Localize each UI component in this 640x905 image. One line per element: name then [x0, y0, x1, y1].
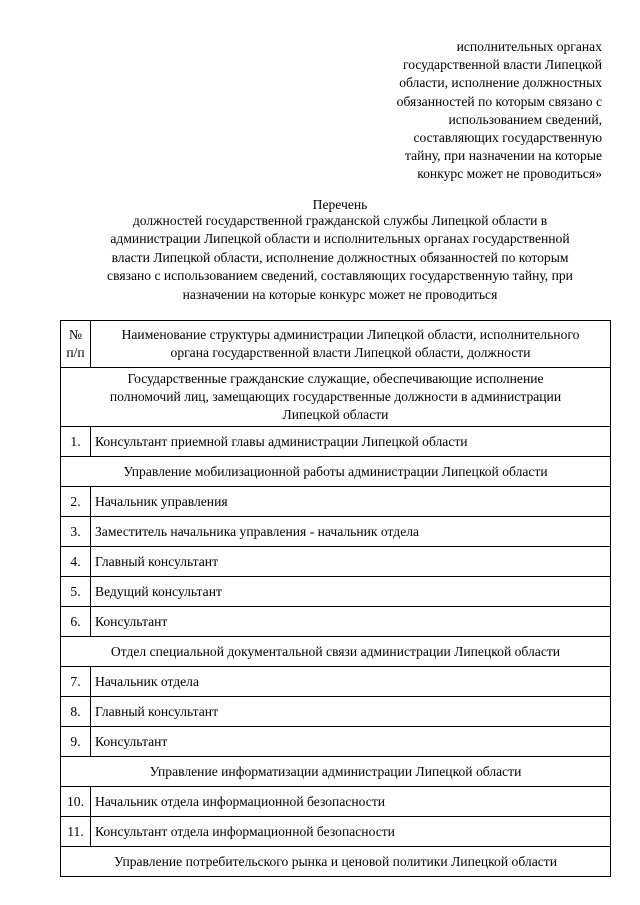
table-row: [61, 697, 611, 727]
section-cell: Отдел специальной документальной связи администрации Липецкой области: [61, 637, 611, 667]
table-row: [61, 427, 611, 457]
header-name-line2: органа государственной власти Липецкой области, должности: [170, 345, 531, 360]
section-cell: Управление информатизации администрации Липецкой области: [61, 757, 611, 787]
row-name: Консультант приемной главы администрации Липецкой области: [91, 427, 611, 457]
document-title: Перечень: [312, 197, 368, 212]
row-name: Консультант: [91, 727, 611, 757]
annex-note: [352, 38, 602, 184]
annex-line: исполнительных органах: [456, 39, 602, 54]
section-cell: Управление мобилизационной работы администрации Липецкой области: [61, 457, 611, 487]
table-row: [61, 607, 611, 637]
row-name: Консультант: [91, 607, 611, 637]
row-num: 5.: [61, 577, 91, 607]
annex-line: использованием сведений,: [448, 111, 602, 127]
row-num: 6.: [61, 607, 91, 637]
header-name-line1: Наименование структуры администрации Липецкой области, исполнительного: [121, 327, 580, 342]
header-num-line1: №: [69, 327, 82, 342]
table-row: [61, 517, 611, 547]
document-heading: [60, 212, 620, 304]
header-num-line2: п/п: [66, 345, 85, 360]
section-cell: Управление потребительского рынка и ценовой политики Липецкой области: [61, 847, 611, 877]
section-cell: Государственные гражданские служащие, обеспечивающие исполнение полномочий лиц, замещающих государственные должности в администрации Липецкой области: [61, 368, 611, 427]
row-num: 2.: [61, 487, 91, 517]
table-row: [61, 727, 611, 757]
table-row: [61, 487, 611, 517]
row-num: 7.: [61, 667, 91, 697]
header-num-cell: [61, 321, 91, 368]
row-num: 9.: [61, 727, 91, 757]
section-row: [61, 847, 611, 877]
row-name: Начальник отдела информационной безопасности: [91, 787, 611, 817]
row-name: Ведущий консультант: [91, 577, 611, 607]
section-row: [61, 457, 611, 487]
row-num: 8.: [61, 697, 91, 727]
section-row: [61, 637, 611, 667]
heading-line: власти Липецкой области, исполнение должностных обязанностей по которым: [111, 249, 569, 265]
header-name-cell: [91, 321, 611, 368]
table-row: [61, 667, 611, 697]
row-num: 10.: [61, 787, 91, 817]
positions-table: [60, 320, 611, 877]
row-num: 4.: [61, 547, 91, 577]
table-row: [61, 547, 611, 577]
row-num: 1.: [61, 427, 91, 457]
annex-line: области, исполнение должностных: [399, 75, 602, 91]
row-name: Консультант отдела информационной безопасности: [91, 817, 611, 847]
row-name: Начальник управления: [91, 487, 611, 517]
annex-line: тайну, при назначении на которые: [405, 148, 602, 164]
row-name: Главный консультант: [91, 547, 611, 577]
section-row: [61, 368, 611, 427]
annex-line: конкурс может не проводиться»: [417, 166, 602, 182]
section-row: [61, 757, 611, 787]
heading-line: связано с использованием сведений, составляющих государственную тайну, при: [107, 268, 573, 284]
row-name: Главный консультант: [91, 697, 611, 727]
annex-line: составляющих государственную: [413, 130, 602, 146]
row-num: 11.: [61, 817, 91, 847]
heading-line: должностей государственной гражданской службы Липецкой области в: [132, 213, 548, 228]
table-header-row: [61, 321, 611, 368]
annex-line: государственной власти Липецкой: [402, 57, 602, 73]
heading-line: администрации Липецкой области и исполнительных органах государственной: [110, 231, 570, 247]
row-name: Заместитель начальника управления - начальник отдела: [91, 517, 611, 547]
row-num: 3.: [61, 517, 91, 547]
row-name: Начальник отдела: [91, 667, 611, 697]
table-row: [61, 817, 611, 847]
table-row: [61, 577, 611, 607]
heading-line: назначении на которые конкурс может не проводиться: [182, 286, 498, 302]
annex-line: обязанностей по которым связано с: [396, 93, 602, 109]
table-row: [61, 787, 611, 817]
